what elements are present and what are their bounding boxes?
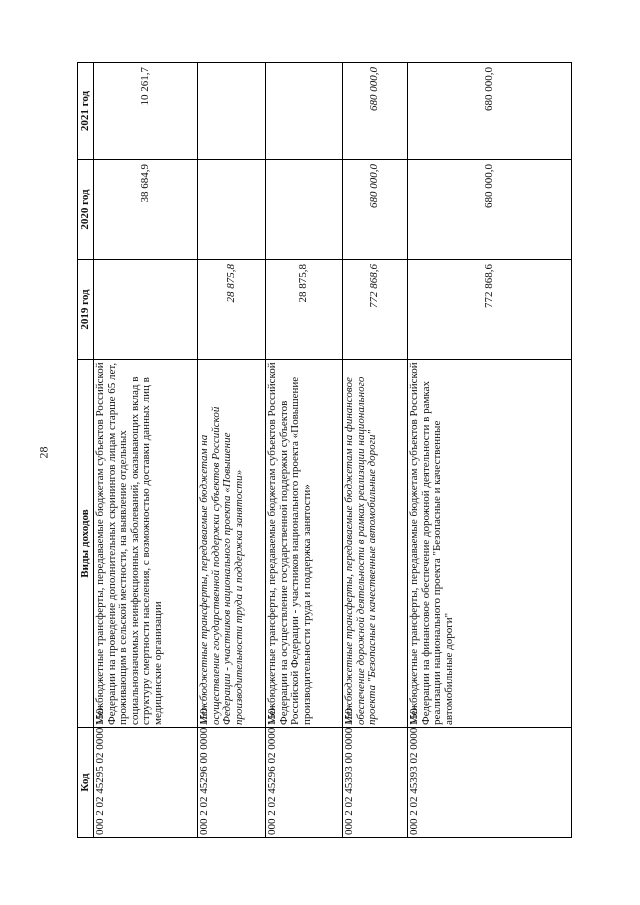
row-value-2021: 680 000,0 <box>408 63 572 160</box>
header-2020: 2020 год <box>78 160 94 260</box>
header-2019: 2019 год <box>78 260 94 360</box>
table-header-row <box>78 63 94 838</box>
row-value-2020: 38 684,9 <box>94 160 198 260</box>
row-description: Межбюджетные трансферты, передаваемые бюджетам субъектов Российской Федерации на финансовое обеспечение дорожной деятельности в рамках реализации национального проекта "Безопасные и качественные автомобильные дороги" <box>408 360 572 728</box>
row-value-2019 <box>94 260 198 360</box>
row-value-2020: 680 000,0 <box>408 160 572 260</box>
revenue-table-container <box>77 63 572 838</box>
table-row <box>266 63 343 838</box>
row-value-2021 <box>266 63 343 160</box>
row-value-2021: 10 261,7 <box>94 63 198 160</box>
table-row <box>198 63 266 838</box>
row-value-2019: 28 875,8 <box>198 260 266 360</box>
header-code: Код <box>78 728 94 838</box>
header-2021: 2021 год <box>78 63 94 160</box>
row-description: Межбюджетные трансферты, передаваемые бюджетам на осуществление государственной поддержки субъектов Российской Федерации - участников национального проекта «Повышение производительности труда и поддержка занятости» <box>198 360 266 728</box>
revenue-table <box>77 62 572 838</box>
row-value-2019: 772 868,6 <box>408 260 572 360</box>
row-value-2021: 680 000,0 <box>343 63 408 160</box>
row-code: 000 2 02 45296 02 0000 150 <box>266 728 343 838</box>
page-number: 28 <box>36 446 51 459</box>
header-revenue-type: Виды доходов <box>78 360 94 728</box>
table-row <box>408 63 572 838</box>
row-description: Межбюджетные трансферты, передаваемые бюджетам субъектов Российской Федерации на осуществление государственной поддержки субъектов Российской Федерации - участников национального проекта «Повышение производительности труда и поддержка занятости» <box>266 360 343 728</box>
row-code: 000 2 02 45295 02 0000 150 <box>94 728 198 838</box>
row-value-2021 <box>198 63 266 160</box>
row-code: 000 2 02 45296 00 0000 150 <box>198 728 266 838</box>
table-row <box>94 63 198 838</box>
row-value-2020 <box>198 160 266 260</box>
row-description: Межбюджетные трансферты, передаваемые бюджетам субъектов Российской Федерации на проведение дополнительных скринингов лицам старше 65 лет, проживающим в сельской местности, на выявление отдельных социальнозначимых неинфекционных заболеваний, оказывающих вклад в структуру смертности населения, с возможностью доставки данных лиц в медицинские организации <box>94 360 198 728</box>
row-description: Межбюджетные трансферты, передаваемые бюджетам на финансовое обеспечение дорожной деятельности в рамках реализации национального проекта "Безопасные и качественные автомобильные дороги" <box>343 360 408 728</box>
row-value-2019: 28 875,8 <box>266 260 343 360</box>
table-row <box>343 63 408 838</box>
row-value-2020 <box>266 160 343 260</box>
row-value-2019: 772 868,6 <box>343 260 408 360</box>
row-code: 000 2 02 45393 02 0000 150 <box>408 728 572 838</box>
row-code: 000 2 02 45393 00 0000 150 <box>343 728 408 838</box>
row-value-2020: 680 000,0 <box>343 160 408 260</box>
